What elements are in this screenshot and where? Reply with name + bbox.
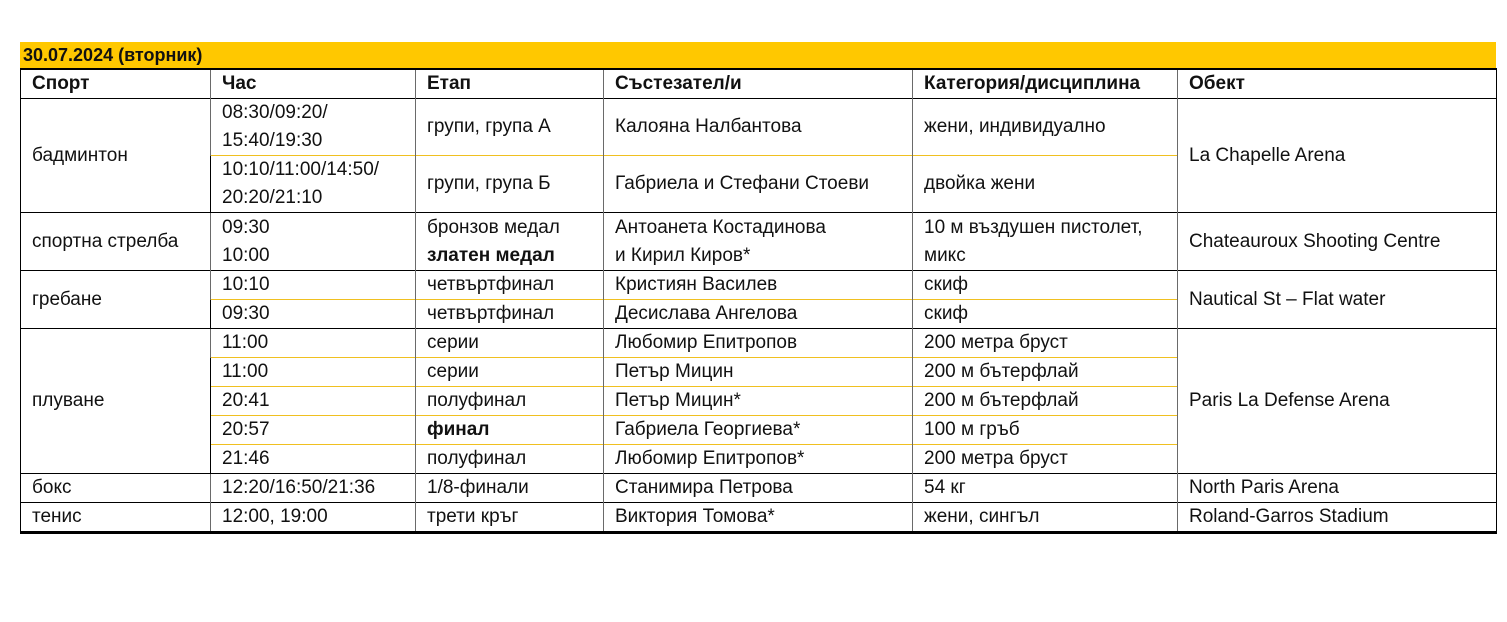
athlete-cell: Десислава Ангелова [604,300,913,329]
time-cell: 11:00 [211,358,416,387]
table-row [21,474,1497,503]
sport-cell: тенис [21,503,211,533]
athlete-cell: Любомир Епитропов* [604,445,913,474]
stage-cell [416,213,604,271]
athlete-line: и Кирил Киров* [615,244,751,266]
stage-line-bold: златен медал [427,244,555,266]
time-cell: 09:30 [211,300,416,329]
stage-cell: полуфинал [416,445,604,474]
category-cell: 100 м гръб [913,416,1178,445]
column-header-sport: Спорт [21,69,211,99]
athlete-cell: Любомир Епитропов [604,329,913,358]
stage-cell: 1/8-финали [416,474,604,503]
time-cell: 11:00 [211,329,416,358]
category-cell [913,213,1178,271]
time-cell: 10:10 [211,271,416,300]
time-cell: 12:00, 19:00 [211,503,416,533]
stage-cell: групи, група Б [416,156,604,213]
category-cell: 200 метра бруст [913,329,1178,358]
table-row [21,503,1497,533]
time-line: 10:10/11:00/14:50/ [222,159,380,180]
category-cell: жени, сингъл [913,503,1178,533]
time-cell: 20:57 [211,416,416,445]
athlete-cell: Виктория Томова* [604,503,913,533]
venue-cell: Paris La Defense Arena [1178,329,1497,474]
stage-cell: четвъртфинал [416,271,604,300]
athlete-cell: Габриела и Стефани Стоеви [604,156,913,213]
stage-cell: трети кръг [416,503,604,533]
stage-cell: серии [416,329,604,358]
column-header-athletes: Състезател/и [604,69,913,99]
time-line: 15:40/19:30 [222,130,323,151]
athlete-cell: Петър Мицин* [604,387,913,416]
stage-cell-bold: финал [416,416,604,445]
table-row [21,213,1497,271]
time-cell: 20:41 [211,387,416,416]
stage-cell: групи, група А [416,99,604,156]
category-line: 10 м въздушен пистолет, [924,216,1143,238]
athlete-line: Антоанета Костадинова [615,216,826,238]
sport-cell: плуване [21,329,211,474]
category-cell: двойка жени [913,156,1178,213]
sport-cell: спортна стрелба [21,213,211,271]
venue-cell: Nautical St – Flat water [1178,271,1497,329]
category-cell: 200 метра бруст [913,445,1178,474]
category-cell: 200 м бътерфлай [913,387,1178,416]
athlete-cell [604,213,913,271]
table-row [21,99,1497,156]
category-cell: 54 кг [913,474,1178,503]
stage-cell: серии [416,358,604,387]
time-line: 09:30 [222,216,270,238]
time-cell [211,156,416,213]
time-line: 20:20/21:10 [222,187,323,208]
stage-cell: четвъртфинал [416,300,604,329]
time-line: 10:00 [222,244,270,266]
time-cell [211,213,416,271]
category-line: микс [924,244,966,266]
table-row [21,271,1497,300]
schedule-sheet [20,42,1496,534]
athlete-cell: Станимира Петрова [604,474,913,503]
stage-cell: полуфинал [416,387,604,416]
schedule-table [20,68,1497,534]
category-cell: скиф [913,271,1178,300]
venue-cell: Roland-Garros Stadium [1178,503,1497,533]
time-cell [211,99,416,156]
time-line: 08:30/09:20/ [222,102,328,123]
column-header-time: Час [211,69,416,99]
athlete-cell: Кристиян Василев [604,271,913,300]
time-cell: 21:46 [211,445,416,474]
time-cell: 12:20/16:50/21:36 [211,474,416,503]
athlete-cell: Габриела Георгиева* [604,416,913,445]
stage-line: бронзов медал [427,216,560,238]
header-row [21,69,1497,99]
table-row [21,329,1497,358]
sport-cell: гребане [21,271,211,329]
date-header: 30.07.2024 (вторник) [20,42,1496,68]
sport-cell: бокс [21,474,211,503]
venue-cell: North Paris Arena [1178,474,1497,503]
column-header-venue: Обект [1178,69,1497,99]
athlete-cell: Петър Мицин [604,358,913,387]
column-header-category: Категория/дисциплина [913,69,1178,99]
venue-cell: Chateauroux Shooting Centre [1178,213,1497,271]
category-cell: жени, индивидуално [913,99,1178,156]
sport-cell: бадминтон [21,99,211,213]
category-cell: 200 м бътерфлай [913,358,1178,387]
venue-cell: La Chapelle Arena [1178,99,1497,213]
athlete-cell: Калояна Налбантова [604,99,913,156]
column-header-stage: Етап [416,69,604,99]
category-cell: скиф [913,300,1178,329]
